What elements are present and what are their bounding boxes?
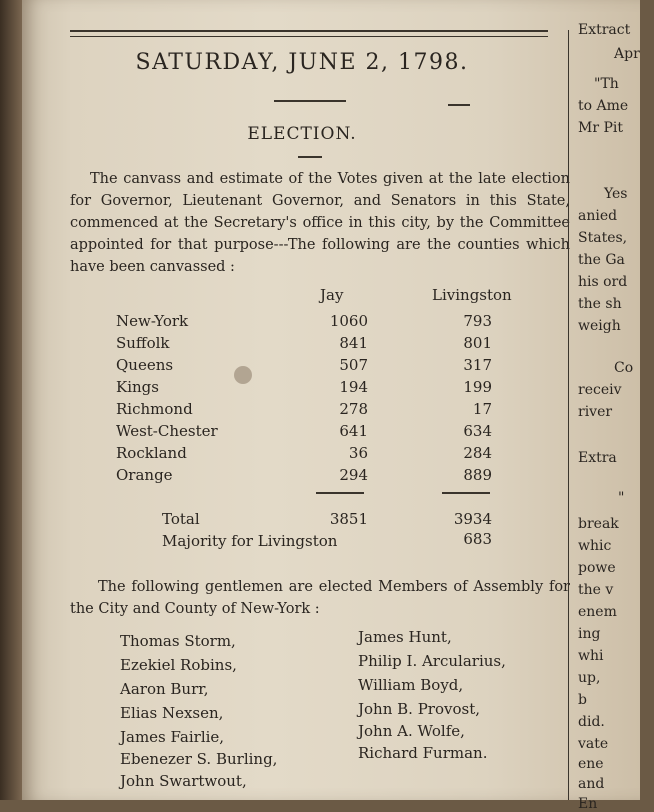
member-name: Richard Furman.: [358, 744, 488, 762]
member-name: John Swartwout,: [120, 772, 247, 790]
total-label: Total: [162, 510, 200, 528]
jay-votes: 36: [348, 444, 368, 462]
livingston-votes: 889: [463, 466, 492, 484]
binding-spine: [0, 0, 22, 800]
majority-value: 683: [463, 530, 492, 548]
adjacent-text: did.: [578, 714, 605, 730]
adjacent-text: Apr: [614, 46, 640, 62]
adjacent-text: break: [578, 516, 619, 532]
county-name: West-Chester: [116, 422, 218, 440]
total-rule-jay: [316, 492, 364, 494]
adjacent-text: Mr Pit: [578, 120, 624, 136]
jay-votes: 278: [339, 400, 368, 418]
masthead-rule-thin: [70, 36, 548, 37]
member-name: Elias Nexsen,: [120, 704, 224, 722]
member-name: Aaron Burr,: [120, 680, 209, 698]
jay-votes: 194: [339, 378, 368, 396]
adjacent-text: whi: [578, 648, 604, 664]
livingston-votes: 317: [463, 356, 492, 374]
jay-votes: 641: [339, 422, 368, 440]
adjacent-column: [574, 0, 654, 812]
county-name: Suffolk: [116, 334, 170, 352]
livingston-votes: 801: [463, 334, 492, 352]
adjacent-text: Co: [614, 360, 634, 376]
ink-smudge: [234, 366, 252, 384]
member-name: Ebenezer S. Burling,: [120, 750, 278, 768]
adjacent-text: river: [578, 404, 613, 420]
member-name: Ezekiel Robins,: [120, 656, 237, 674]
article-heading: ELECTION.: [247, 124, 357, 144]
adjacent-text: States,: [578, 230, 628, 246]
member-name: James Fairlie,: [120, 728, 225, 746]
adjacent-text: the v: [578, 582, 614, 598]
newspaper-page: [22, 0, 640, 812]
county-name: Kings: [116, 378, 159, 396]
member-name: James Hunt,: [358, 628, 452, 646]
adjacent-text: enem: [578, 604, 617, 620]
member-name: Philip I. Arcularius,: [358, 652, 506, 670]
column-header-livingston: Livingston: [432, 286, 512, 304]
assembly-intro: The following gentlemen are elected Members of Assembly for the City and County of New-York :: [70, 579, 570, 617]
jay-votes: 294: [339, 466, 368, 484]
adjacent-text: ": [618, 490, 625, 506]
total-livingston: 3934: [453, 510, 492, 528]
heading-rule: [298, 156, 322, 158]
member-name: John B. Provost,: [358, 700, 480, 718]
ink-mark: [448, 104, 470, 106]
total-jay: 3851: [329, 510, 368, 528]
adjacent-text: to Ame: [578, 98, 629, 114]
livingston-votes: 199: [463, 378, 492, 396]
column-divider: [568, 30, 569, 800]
county-name: Orange: [116, 466, 173, 484]
member-name: William Boyd,: [358, 676, 464, 694]
adjacent-text: and: [578, 776, 605, 792]
county-name: Richmond: [116, 400, 193, 418]
member-name: John A. Wolfe,: [358, 722, 465, 740]
issue-date: SATURDAY, JUNE 2, 1798.: [135, 50, 469, 75]
member-name: Thomas Storm,: [120, 632, 236, 650]
masthead-rule: [70, 30, 548, 32]
adjacent-text: b: [578, 692, 587, 708]
adjacent-text: vate: [578, 736, 609, 752]
majority-label: Majority for Livingston: [162, 532, 338, 550]
adjacent-text: powe: [578, 560, 616, 576]
livingston-votes: 634: [463, 422, 492, 440]
section-rule: [274, 100, 346, 102]
adjacent-text: Extra: [578, 450, 617, 466]
adjacent-text: up,: [578, 670, 601, 686]
livingston-votes: 17: [472, 400, 492, 418]
adjacent-text: "Th: [594, 76, 619, 92]
adjacent-text: receiv: [578, 382, 622, 398]
county-name: New-York: [116, 312, 189, 330]
adjacent-text: Extract: [578, 22, 631, 38]
article-intro: The canvass and estimate of the Votes given at the late election for Governor, Lieutenant Governor, and Senators in this State, commenced at the Secretary's office in this city, by the Committee appointed for that purpose---The following are the counties which have been canvassed :: [70, 171, 570, 275]
adjacent-text: Yes: [604, 186, 628, 202]
jay-votes: 507: [339, 356, 368, 374]
adjacent-text: ing: [578, 626, 601, 642]
adjacent-text: ene: [578, 756, 604, 772]
county-name: Rockland: [116, 444, 187, 462]
adjacent-text: whic: [578, 538, 612, 554]
adjacent-text: the sh: [578, 296, 622, 312]
adjacent-text: anied: [578, 208, 618, 224]
total-rule-livingston: [442, 492, 490, 494]
adjacent-text: En: [578, 796, 598, 812]
county-name: Queens: [116, 356, 174, 374]
adjacent-text: weigh: [578, 318, 621, 334]
jay-votes: 1060: [329, 312, 368, 330]
livingston-votes: 793: [463, 312, 492, 330]
jay-votes: 841: [339, 334, 368, 352]
adjacent-text: his ord: [578, 274, 628, 290]
column-header-jay: Jay: [320, 286, 344, 304]
livingston-votes: 284: [463, 444, 492, 462]
adjacent-text: the Ga: [578, 252, 625, 268]
